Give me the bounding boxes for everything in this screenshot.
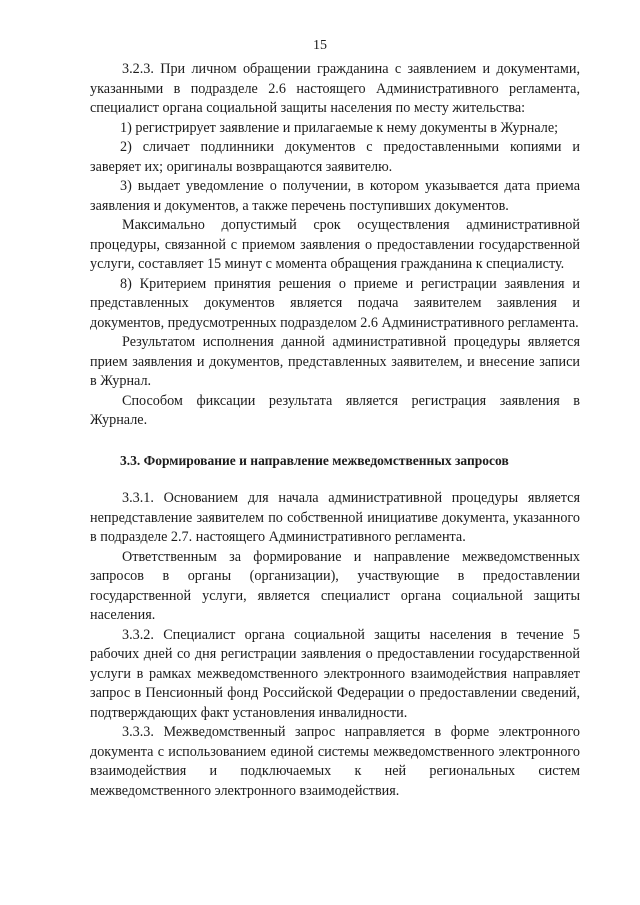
paragraph-3-2-3: 3.2.3. При личном обращении гражданина с заявлением и документами, указанными в подразделе 2.6 настоящего Административного регламента, специалист органа социальной защиты населения по месту жительства: bbox=[90, 61, 580, 116]
document-body bbox=[90, 60, 580, 801]
section-heading-3-3: 3.3. Формирование и направление межведомственных запросов bbox=[120, 452, 509, 468]
list-item-3: 3) выдает уведомление о получении, в котором указывается дата приема заявления и документов, а также перечень поступивших документов. bbox=[90, 178, 580, 214]
list-item-8-criteria: 8) Критерием принятия решения о приеме и регистрации заявления и представленных документов является подача заявителем заявления и документов, предусмотренных подразделом 2.6 Административного регламента. bbox=[90, 275, 580, 331]
paragraph-max-duration: Максимально допустимый срок осуществления административной процедуры, связанной с приемом заявления о предоставлении государственной услуги, составляет 15 минут с момента обращения гражданина к специалисту. bbox=[90, 217, 580, 272]
paragraph-result: Результатом исполнения данной административной процедуры является прием заявления и документов, представленных заявителем, и внесение записи в Журнал. bbox=[90, 334, 580, 389]
list-item-1: 1) регистрирует заявление и прилагаемые к нему документы в Журнале; bbox=[120, 119, 559, 136]
paragraph-fixation-method: Способом фиксации результата является регистрация заявления в Журнале. bbox=[90, 392, 580, 428]
paragraph-3-3-3: 3.3.3. Межведомственный запрос направляется в форме электронного документа с использованием единой системы межведомственного электронного взаимодействия и подключаемых к ней региональных систем межведомственного электронного взаимодействия. bbox=[90, 724, 580, 799]
paragraph-3-3-2: 3.3.2. Специалист органа социальной защиты населения в течение 5 рабочих дней со дня регистрации заявления о предоставлении государственной услуги в рамках межведомственного электронного взаимодействия направляет запрос в Пенсионный фонд Российской Федерации о предоставлении сведений, подтверждающих факт установления инвалидности. bbox=[90, 626, 580, 721]
paragraph-3-3-1: 3.3.1. Основанием для начала административной процедуры является непредставление заявителем по собственной инициативе документа, указанного в подразделе 2.7. настоящего Административного регламента. bbox=[90, 490, 580, 545]
list-item-2: 2) сличает подлинники документов с предоставленными копиями и заверяет их; оригиналы возвращаются заявителю. bbox=[90, 139, 580, 175]
page-number: 15 bbox=[313, 38, 327, 53]
paragraph-responsible: Ответственным за формирование и направление межведомственных запросов в органы (организации), участвующие в предоставлении государственной услуги, является специалист органа социальной защиты населения. bbox=[90, 548, 580, 623]
